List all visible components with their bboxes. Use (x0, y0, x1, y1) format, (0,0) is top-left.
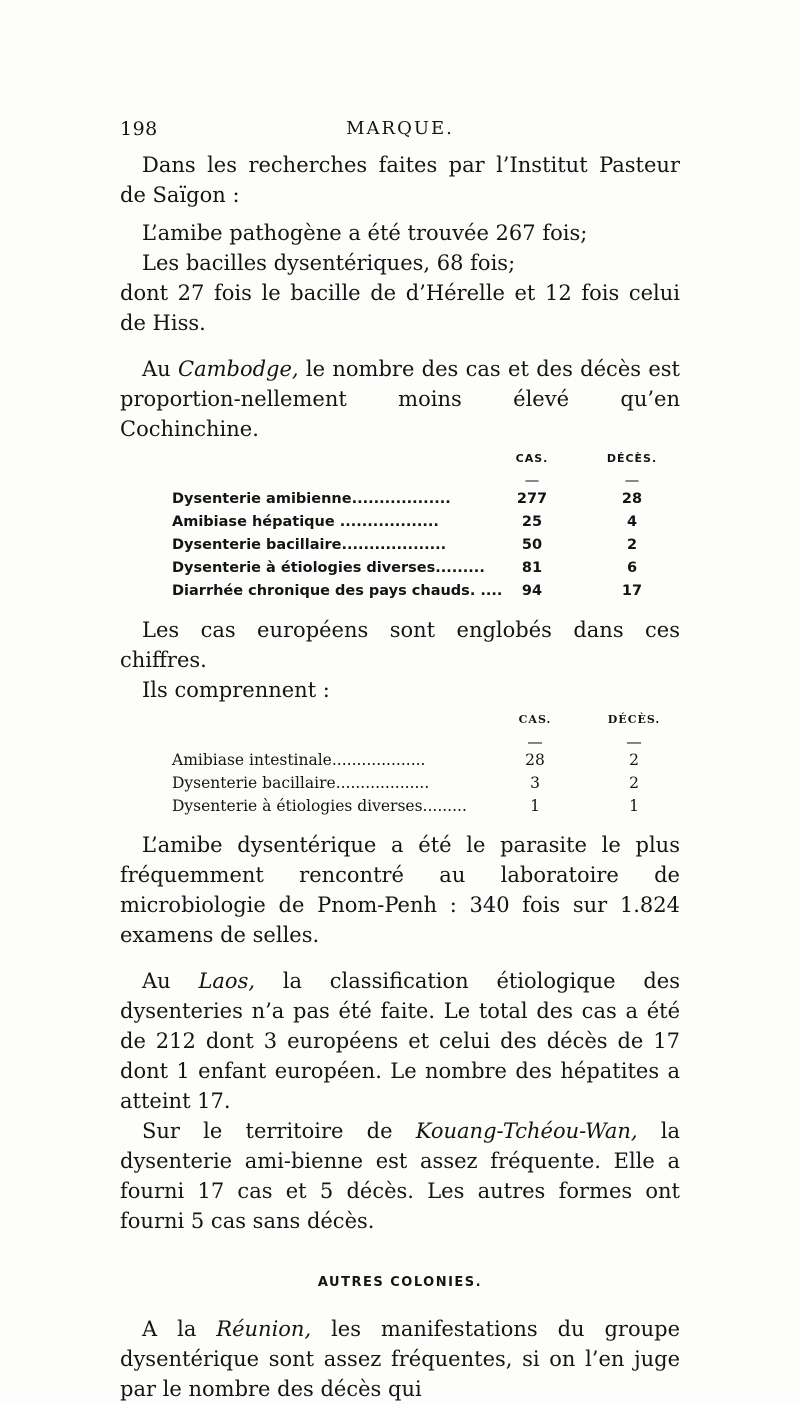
header-cas: CAS. (515, 452, 549, 465)
section-heading: AUTRES COLONIES. (317, 1275, 483, 1290)
row-deces: 4 (626, 514, 638, 530)
table-header-row (172, 705, 666, 727)
row-cas: 81 (521, 560, 543, 576)
paragraph-pnom-penh: L’amibe dysentérique a été le parasite le plus fréquemment rencontré au laboratoire de microbiologie de Pnom-Penh : 340 fois sur 1.824 examens de selles. (120, 833, 680, 947)
place-name: Cambodge, (178, 357, 299, 381)
paragraph-reunion (120, 1314, 680, 1404)
header-cas: CAS. (518, 713, 552, 726)
table-row (172, 530, 666, 553)
table-dash-row (172, 727, 666, 751)
row-label: Dysenterie bacillaire................... (172, 537, 447, 553)
paragraph-dont: dont 27 fois le bacille de d’Hérelle et 12 fois celui de Hiss. (120, 281, 680, 335)
text-span: les manifestations du groupe dysentérique sont assez fréquentes, si on l’en juge par le nombre des décès qui (120, 1317, 680, 1401)
row-cas: 1 (530, 797, 540, 815)
text-span: A la (142, 1317, 217, 1341)
paragraph-amibe: L’amibe pathogène a été trouvée 267 fois; (142, 221, 588, 245)
row-deces: 1 (629, 797, 639, 815)
row-deces: 2 (629, 751, 639, 769)
row-deces: 6 (626, 560, 638, 576)
row-label: Diarrhée chronique des pays chauds. .... (172, 583, 503, 599)
text-span: Au (142, 357, 179, 381)
table-row (172, 507, 666, 530)
running-title: MARQUE. (346, 118, 454, 139)
table-europeens (172, 705, 666, 814)
table-row (172, 791, 666, 814)
paragraph-intro: Dans les recherches faites par l’Institut Pasteur de Saïgon : (120, 153, 680, 207)
place-name: Réunion, (216, 1317, 312, 1341)
header-deces: DÉCÈS. (606, 452, 658, 465)
row-cas: 50 (521, 537, 543, 553)
page-number: 198 (120, 118, 158, 140)
table-header-row (172, 444, 666, 466)
row-deces: 2 (626, 537, 638, 553)
table-cambodge (172, 444, 666, 599)
paragraph-europeens: Les cas européens sont englobés dans ces chiffres. (120, 618, 680, 672)
dash-cas: — (524, 473, 540, 489)
row-cas: 277 (516, 491, 548, 507)
table-row (172, 576, 666, 599)
row-deces: 17 (621, 583, 643, 599)
table-row (172, 484, 666, 507)
paragraph-laos (120, 966, 680, 1116)
place-name: Laos, (198, 969, 256, 993)
row-label: Amibiase hépatique .................. (172, 514, 439, 530)
paragraph-cambodge (120, 354, 680, 444)
row-label: Dysenterie à étiologies diverses......... (172, 560, 485, 576)
row-cas: 25 (521, 514, 543, 530)
dash-deces: — (626, 733, 642, 751)
text-span: Sur le territoire de (142, 1119, 416, 1143)
text-span: Au (142, 969, 199, 993)
header-deces: DÉCÈS. (607, 713, 661, 726)
paragraph-kouang-tcheou-wan (120, 1116, 680, 1236)
row-cas: 3 (530, 774, 540, 792)
row-deces: 28 (621, 491, 643, 507)
table-row (172, 768, 666, 791)
table-dash-row (172, 466, 666, 489)
dash-cas: — (527, 733, 543, 751)
row-label: Dysenterie à étiologies diverses......... (172, 797, 467, 815)
table-row (172, 745, 666, 768)
text-span: la dysenterie ami-bienne est assez fréquente. Elle a fourni 17 cas et 5 décès. Les autres formes ont fourni 5 cas sans décès. (120, 1119, 680, 1233)
row-label: Dysenterie amibienne.................. (172, 491, 451, 507)
paragraph-bacilles: Les bacilles dysentériques, 68 fois; (142, 251, 516, 275)
table-row (172, 553, 666, 576)
paragraph-comprennent: Ils comprennent : (142, 678, 330, 702)
row-cas: 28 (525, 751, 545, 769)
row-deces: 2 (629, 774, 639, 792)
text-span: le nombre des cas et des décès est proportion-nellement moins élevé qu’en Cochinchine. (120, 357, 680, 441)
dash-deces: — (624, 473, 640, 489)
page-body (120, 150, 680, 1404)
row-label: Dysenterie bacillaire................... (172, 774, 430, 792)
text-span: la classification étiologique des dysenteries n’a pas été faite. Le total des cas a été de 212 dont 3 européens et celui des décès de 17 dont 1 enfant européen. Le nombre des hépatites a atteint 17. (120, 969, 680, 1113)
row-cas: 94 (521, 583, 543, 599)
row-label: Amibiase intestinale................... (172, 751, 426, 769)
place-name: Kouang-Tchéou-Wan, (415, 1119, 638, 1143)
